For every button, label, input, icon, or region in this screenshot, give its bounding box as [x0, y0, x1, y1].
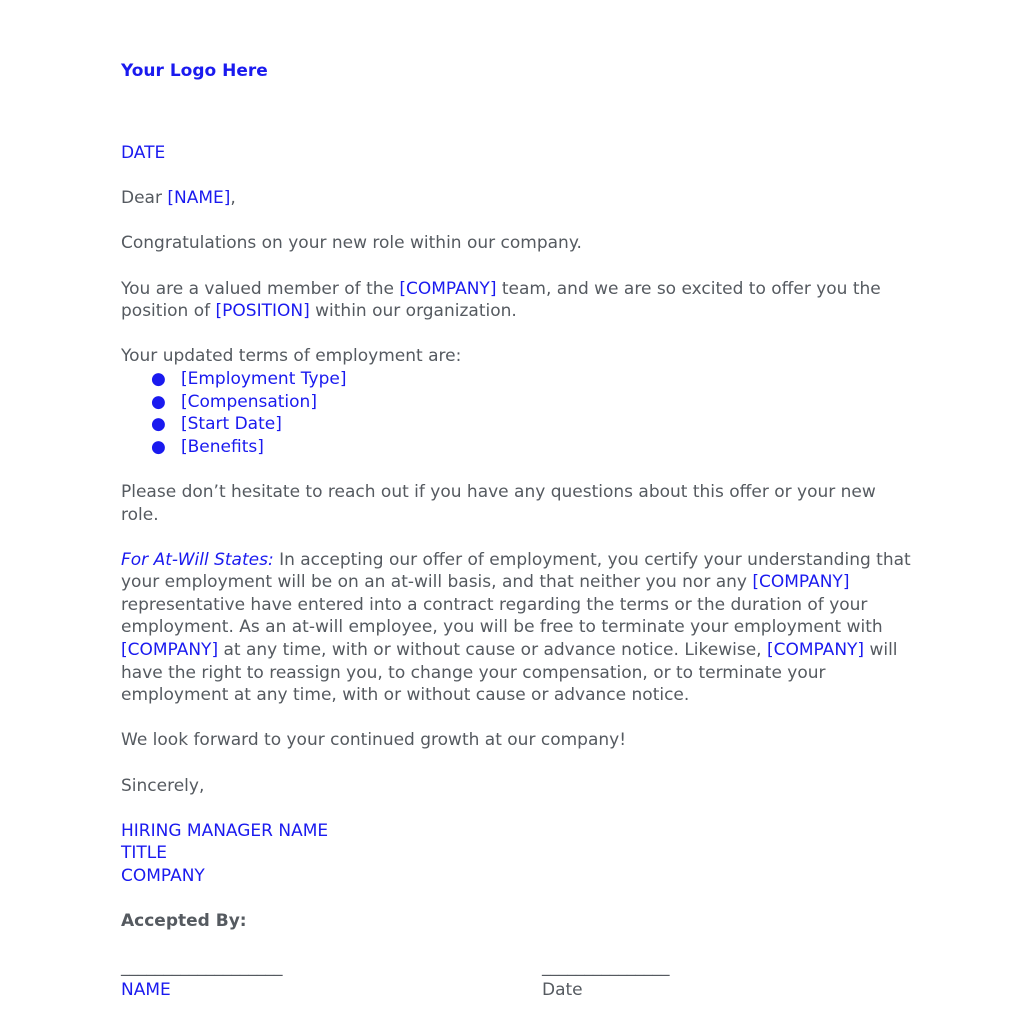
- list-item: [121, 368, 911, 391]
- list-item: [121, 391, 911, 414]
- at-will-heading: For At-Will States:: [121, 549, 274, 570]
- date-signature-field: [542, 956, 670, 1001]
- signer-company-placeholder: COMPANY: [121, 866, 205, 886]
- term-label: [Benefits]: [181, 436, 264, 457]
- accepted-by-label: Accepted By:: [121, 911, 247, 931]
- company-placeholder: [COMPANY]: [121, 640, 219, 661]
- bullet-icon: ●: [151, 368, 166, 389]
- bullet-icon: ●: [151, 436, 166, 457]
- date-signature-label: Date: [542, 979, 583, 1000]
- congrats-paragraph: Congratulations on your new role within our company.: [121, 233, 582, 254]
- questions-paragraph: Please don’t hesitate to reach out if you have any questions about this offer or your new role.: [121, 481, 876, 525]
- at-will-text-4: will have the right to reassign you, to change your compensation, or to terminate your employment at any time, with or without cause or advance notice.: [121, 640, 898, 706]
- position-placeholder: [POSITION]: [215, 301, 310, 322]
- date-signature-line: _______________: [542, 957, 670, 977]
- company-placeholder: [COMPANY]: [752, 572, 850, 593]
- terms-list: [121, 368, 911, 458]
- company-placeholder: [COMPANY]: [399, 278, 497, 299]
- at-will-text-1: In accepting our offer of employment, you certify your understanding that your employment will be on an at-will basis, and that neither you nor any: [121, 549, 911, 593]
- signer-name-placeholder: HIRING MANAGER NAME: [121, 820, 329, 841]
- term-label: [Employment Type]: [181, 368, 347, 389]
- salutation-suffix: ,: [230, 188, 236, 209]
- letter-body: [121, 58, 911, 888]
- term-label: [Start Date]: [181, 414, 282, 435]
- salutation: [121, 187, 911, 210]
- list-item: [121, 436, 911, 459]
- at-will-paragraph: [121, 549, 911, 707]
- logo-placeholder: Your Logo Here: [121, 61, 268, 81]
- term-label: [Compensation]: [181, 391, 317, 412]
- at-will-text-3: at any time, with or without cause or advance notice. Likewise,: [218, 640, 767, 661]
- valued-text-3: within our organization.: [309, 301, 517, 322]
- name-signature-line: ___________________: [121, 957, 283, 977]
- date-placeholder: DATE: [121, 143, 166, 163]
- recipient-name-placeholder: [NAME]: [167, 188, 231, 209]
- valued-text-2: team, and we are so excited to offer you the position of: [121, 278, 881, 322]
- closing-line: We look forward to your continued growth at our company!: [121, 730, 627, 751]
- company-placeholder: [COMPANY]: [766, 640, 865, 661]
- at-will-text-2: representative have entered into a contract regarding the terms or the duration of your employment. As an at-will employee, you will be free to terminate your employment with: [121, 594, 883, 638]
- name-signature-label: NAME: [121, 979, 171, 1000]
- terms-intro: Your updated terms of employment are:: [121, 346, 462, 367]
- list-item: [121, 413, 911, 436]
- bullet-icon: ●: [151, 414, 166, 435]
- valued-text-1: You are a valued member of the: [121, 278, 400, 299]
- name-signature-field: [121, 956, 283, 1001]
- acceptance-block: [121, 908, 911, 1000]
- signoff: Sincerely,: [121, 775, 205, 796]
- valued-member-paragraph: [121, 278, 911, 323]
- bullet-icon: ●: [151, 391, 166, 412]
- salutation-prefix: Dear: [121, 188, 168, 209]
- signer-title-placeholder: TITLE: [121, 843, 167, 864]
